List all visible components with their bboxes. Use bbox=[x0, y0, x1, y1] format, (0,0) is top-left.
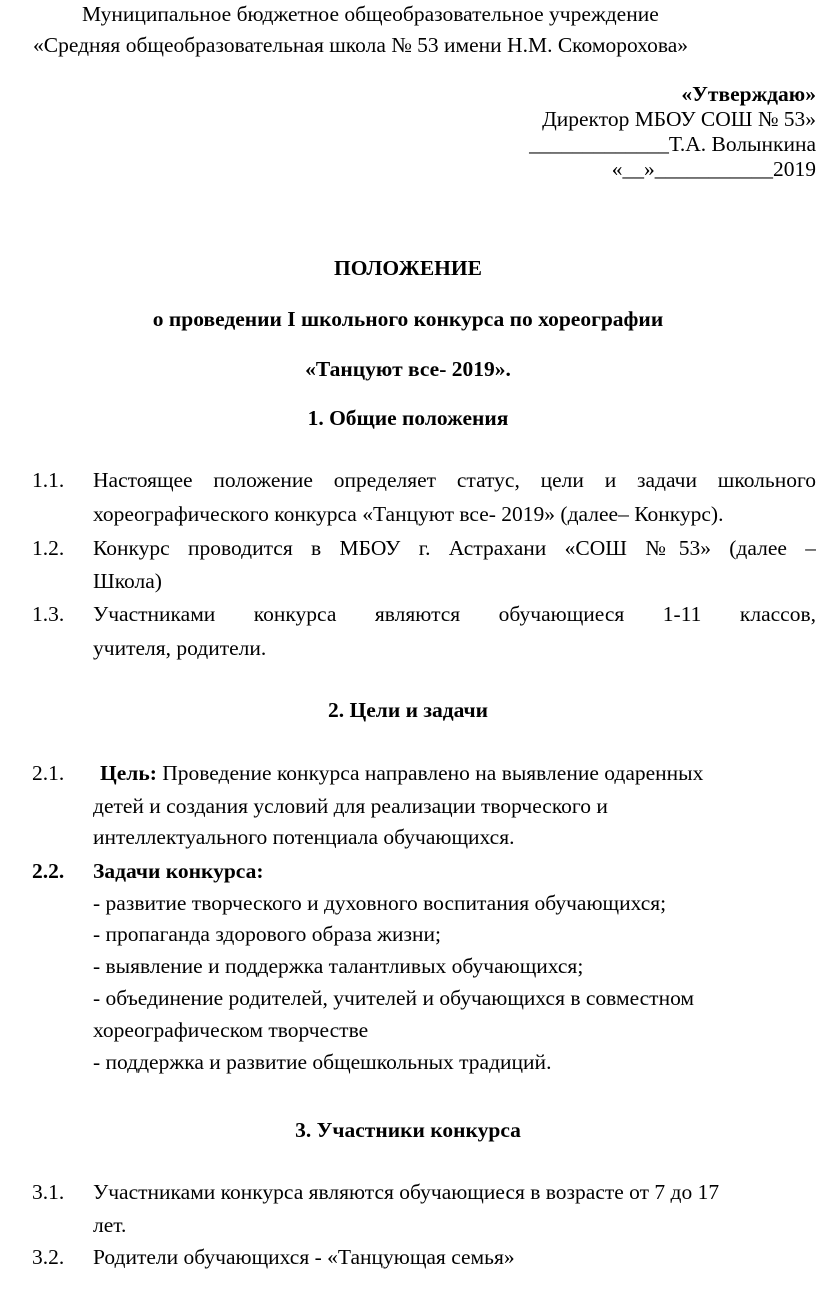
contest-name: «Танцуют все- 2019». bbox=[305, 357, 511, 381]
item-number: 2.2. bbox=[32, 859, 65, 883]
item-line: Настоящее положение определяет статус, цели и задачи школьного bbox=[93, 468, 816, 492]
approval-title: «Утверждаю» bbox=[681, 82, 816, 106]
task-line: хореографическом творчестве bbox=[93, 1018, 369, 1042]
item-line: учителя, родители. bbox=[93, 636, 267, 660]
document-subtitle: о проведении I школьного конкурса по хореографии bbox=[152, 307, 664, 331]
approval-position: Директор МБОУ СОШ № 53» bbox=[542, 107, 816, 131]
item-line: детей и создания условий для реализации творческого и bbox=[93, 794, 608, 818]
item-line: хореографического конкурса «Танцуют все- 2019» (далее– Конкурс). bbox=[93, 502, 724, 526]
item-line: Участниками конкурса являются обучающиеся в возрасте от 7 до 17 bbox=[93, 1180, 720, 1204]
item-line: Родители обучающихся - «Танцующая семья» bbox=[93, 1245, 515, 1269]
task-line: - развитие творческого и духовного воспитания обучающихся; bbox=[93, 891, 667, 915]
item-number: 1.1. bbox=[32, 468, 65, 492]
org-name-line2: «Средняя общеобразовательная школа № 53 имени Н.М. Скоморохова» bbox=[33, 33, 689, 57]
approval-signature: _____________Т.А. Волынкина bbox=[529, 132, 816, 156]
goal-text: Проведение конкурса направлено на выявление одаренных bbox=[156, 761, 704, 785]
item-number: 2.1. bbox=[32, 761, 65, 785]
item-number: 1.3. bbox=[32, 602, 65, 626]
item-number: 3.1. bbox=[32, 1180, 65, 1204]
item-line: Участниками конкурса являются обучающиеся 1-11 классов, bbox=[93, 602, 816, 626]
document-heading: ПОЛОЖЕНИЕ bbox=[334, 256, 482, 280]
goal-line bbox=[100, 761, 703, 786]
task-line: - выявление и поддержка талантливых обучающихся; bbox=[93, 954, 584, 978]
item-line: лет. bbox=[93, 1213, 127, 1237]
item-number: 1.2. bbox=[32, 536, 65, 560]
approval-date: «__»___________2019 bbox=[611, 157, 816, 181]
item-line: Конкурс проводится в МБОУ г. Астрахани «СОШ №53» (далее – bbox=[93, 536, 816, 560]
item-line: интеллектуального потенциала обучающихся. bbox=[93, 825, 515, 849]
tasks-label: Задачи конкурса: bbox=[93, 859, 264, 883]
goal-label: Цель: bbox=[100, 761, 157, 785]
task-line: - пропаганда здорового образа жизни; bbox=[93, 922, 441, 946]
section-3-heading: 3. Участники конкурса bbox=[295, 1118, 521, 1142]
section-2-heading: 2. Цели и задачи bbox=[327, 698, 489, 722]
task-line: - поддержка и развитие общешкольных традиций. bbox=[93, 1050, 552, 1074]
org-name-line1: Муниципальное бюджетное общеобразовательное учреждение bbox=[82, 2, 659, 26]
item-number: 3.2. bbox=[32, 1245, 65, 1269]
section-1-heading: 1. Общие положения bbox=[307, 406, 509, 430]
task-line: - объединение родителей, учителей и обучающихся в совместном bbox=[93, 986, 695, 1010]
item-line: Школа) bbox=[93, 569, 162, 593]
